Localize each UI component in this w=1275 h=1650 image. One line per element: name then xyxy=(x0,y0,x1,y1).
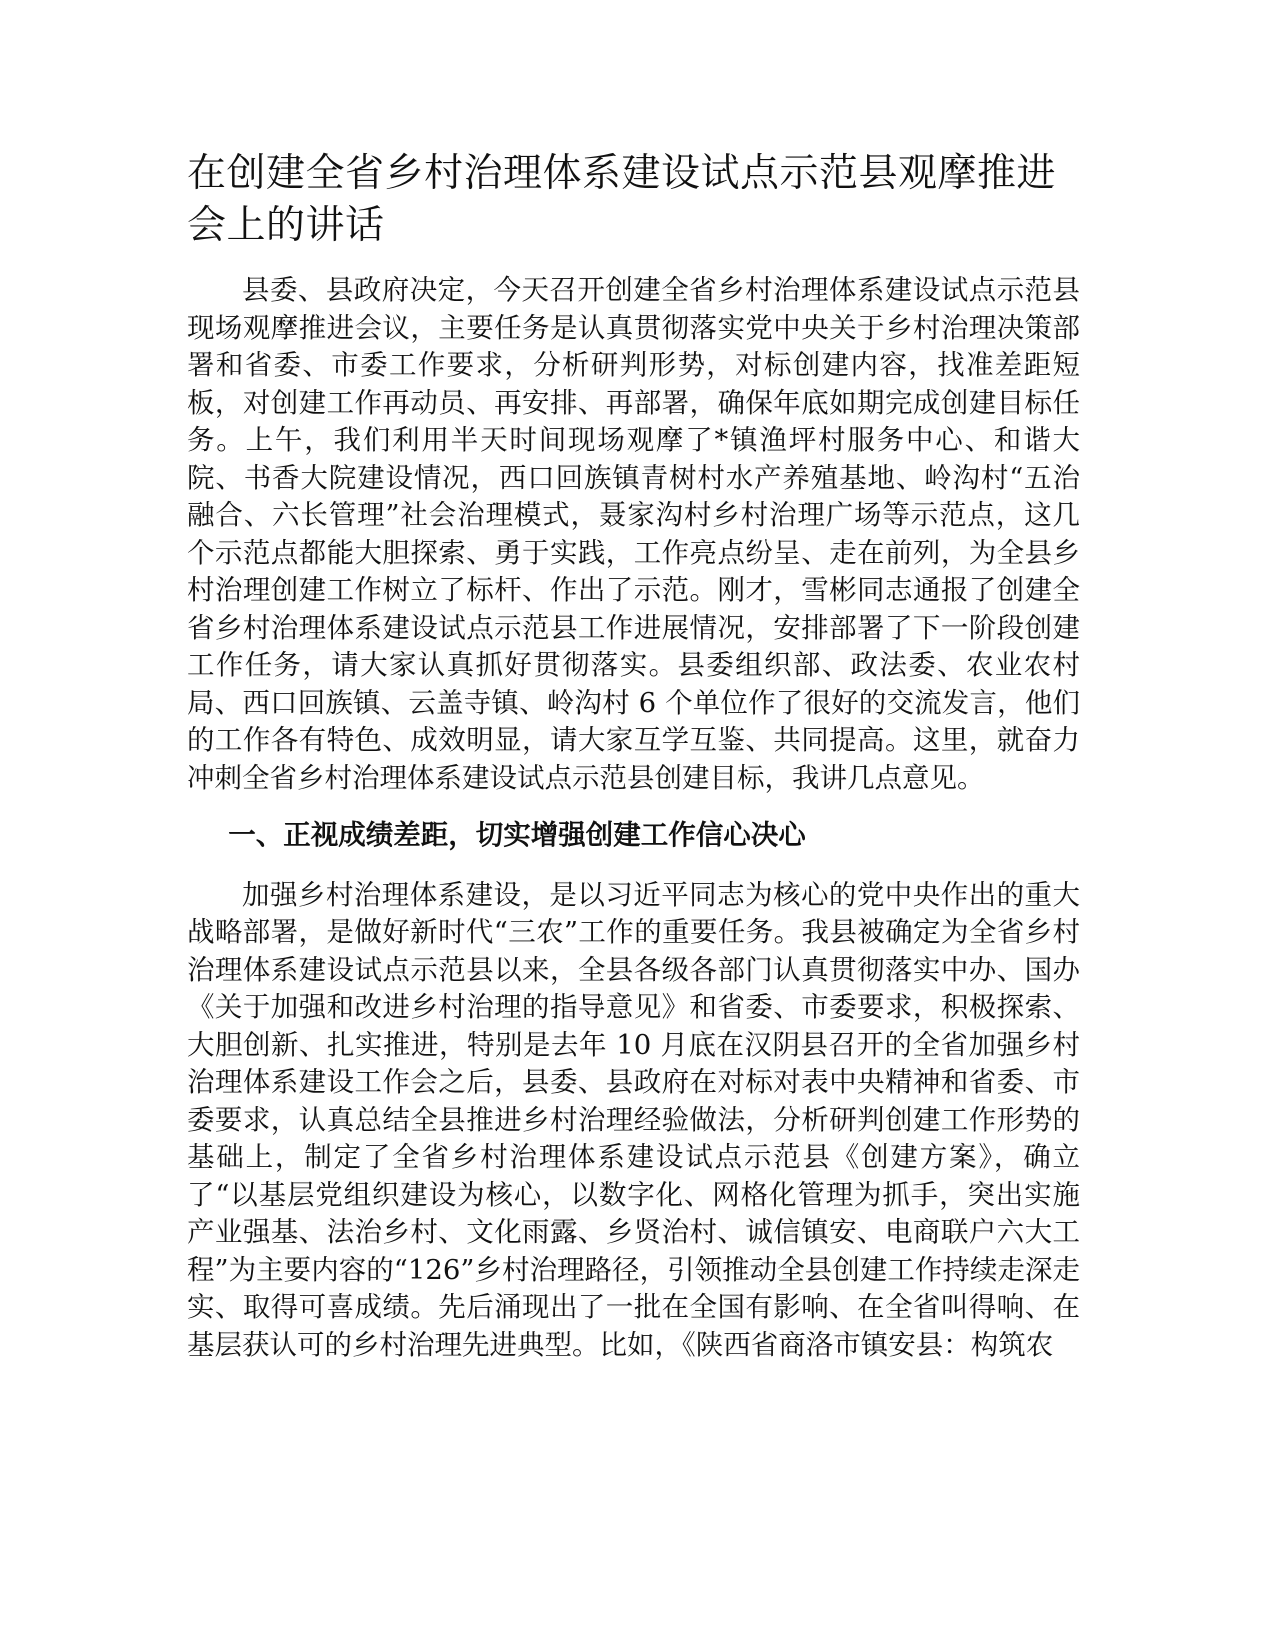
intro-paragraph: 县委、县政府决定，今天召开创建全省乡村治理体系建设试点示范县现场观摩推进会议，主要任务是认真贯彻落实党中央关于乡村治理决策部署和省委、市委工作要求，分析研判形势，对标创建内容，找准差距短板，对创建工作再动员、再安排、再部署，确保年底如期完成创建目标任务。上午，我们利用半天时间现场观摩了*镇渔坪村服务中心、和谐大院、书香大院建设情况，西口回族镇青树村水产养殖基地、岭沟村“五治融合、六长管理”社会治理模式，聂家沟村乡村治理广场等示范点，这几个示范点都能大胆探索、勇于实践，工作亮点纷呈、走在前列，为全县乡村治理创建工作树立了标杆、作出了示范。刚才，雪彬同志通报了创建全省乡村治理体系建设试点示范县工作进展情况，安排部署了下一阶段创建工作任务，请大家认真抓好贯彻落实。县委组织部、政法委、农业农村局、西口回族镇、云盖寺镇、岭沟村 6 个单位作了很好的交流发言，他们的工作各有特色、成效明显，请大家互学互鉴、共同提高。这里，就奋力冲刺全省乡村治理体系建设试点示范县创建目标，我讲几点意见。 xyxy=(187,274,1080,794)
document-title: 在创建全省乡村治理体系建设试点示范县观摩推进会上的讲话 xyxy=(187,151,1057,248)
section-heading: 一、正视成绩差距，切实增强创建工作信心决心 xyxy=(228,819,806,851)
document-page xyxy=(187,148,1080,1364)
section-paragraph: 加强乡村治理体系建设，是以习近平同志为核心的党中央作出的重大战略部署，是做好新时代“三农”工作的重要任务。我县被确定为全省乡村治理体系建设试点示范县以来，全县各级各部门认真贯彻落实中办、国办《关于加强和改进乡村治理的指导意见》和省委、市委要求，积极探索、大胆创新、扎实推进，特别是去年 10 月底在汉阴县召开的全省加强乡村治理体系建设工作会之后，县委、县政府在对标对表中央精神和省委、市委要求，认真总结全县推进乡村治理经验做法，分析研判创建工作形势的基础上，制定了全省乡村治理体系建设试点示范县《创建方案》，确立了“以基层党组织建设为核心，以数字化、网格化管理为抓手，突出实施产业强基、法治乡村、文化雨露、乡贤治村、诚信镇安、电商联户六大工程”为主要内容的“126”乡村治理路径，引领推动全县创建工作持续走深走实、取得可喜成绩。先后涌现出了一批在全国有影响、在全省叫得响、在基层获认可的乡村治理先进典型。比如，《陕西省商洛市镇安县：构筑农 xyxy=(187,878,1080,1361)
